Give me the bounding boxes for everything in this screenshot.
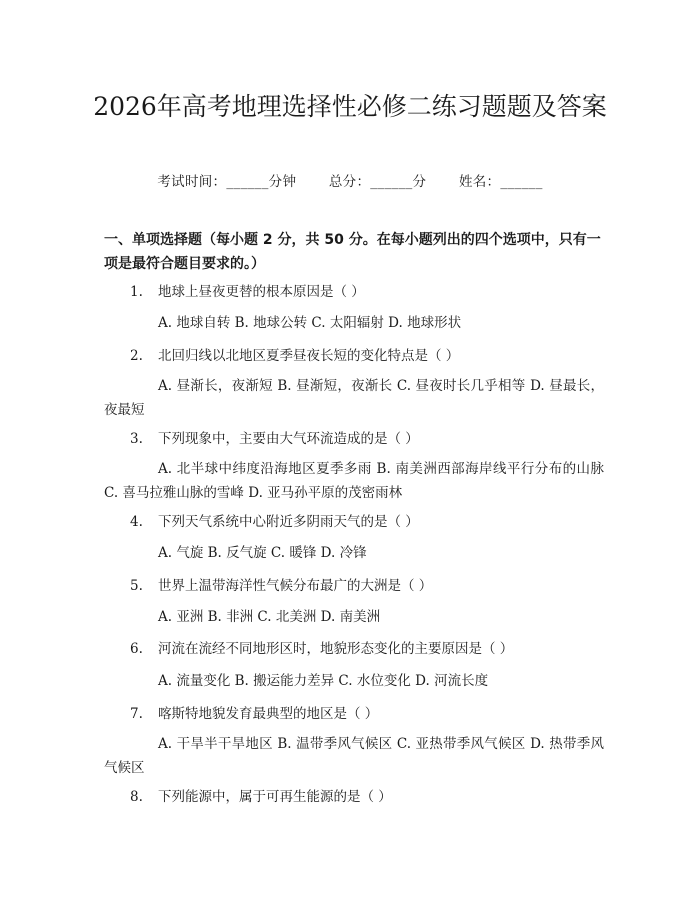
question-number: 4. xyxy=(130,514,143,530)
question-4 xyxy=(130,511,419,533)
question-3 xyxy=(130,428,419,450)
section-heading: 一、单项选择题（每小题 2 分，共 50 分。在每小题列出的四个选项中，只有一项是最符合题目要求的。） xyxy=(104,232,601,272)
question-number: 1. xyxy=(130,284,143,300)
question-1 xyxy=(130,281,365,303)
question-text: 河流在流经不同地形区时，地貌形态变化的主要原因是（ ） xyxy=(158,641,514,657)
question-6-options: A. 流量变化 B. 搬运能力差异 C. 水位变化 D. 河流长度 xyxy=(158,673,489,689)
question-number: 3. xyxy=(130,431,143,447)
question-7-options: A. 干旱半干旱地区 B. 温带季风气候区 C. 亚热带季风气候区 D. 热带季风气候区 xyxy=(104,736,604,776)
question-number: 8. xyxy=(130,789,143,805)
question-2-options: A. 昼渐长，夜渐短 B. 昼渐短，夜渐长 C. 昼夜时长几乎相等 D. 昼最长，夜最短 xyxy=(104,378,604,418)
page-title: 2026年高考地理选择性必修二练习题题及答案 xyxy=(93,92,607,121)
question-4-options: A. 气旋 B. 反气旋 C. 暖锋 D. 冷锋 xyxy=(158,545,367,561)
exam-info-line xyxy=(0,170,700,190)
question-number: 7. xyxy=(130,706,143,722)
question-number: 6. xyxy=(130,641,143,657)
question-5-options: A. 亚洲 B. 非洲 C. 北美洲 D. 南美洲 xyxy=(158,609,381,625)
question-2 xyxy=(130,345,459,367)
question-number: 2. xyxy=(130,348,143,364)
question-text: 世界上温带海洋性气候分布最广的大洲是（ ） xyxy=(158,578,433,594)
question-6 xyxy=(130,638,513,660)
total-score: 总分：______分 xyxy=(328,174,427,190)
exam-time: 考试时间：______分钟 xyxy=(157,174,297,190)
question-text: 喀斯特地貌发育最典型的地区是（ ） xyxy=(158,706,379,722)
student-name: 姓名：______ xyxy=(458,174,543,190)
question-8 xyxy=(130,786,392,808)
question-7 xyxy=(130,703,378,725)
question-text: 下列天气系统中心附近多阴雨天气的是（ ） xyxy=(158,514,419,530)
question-1-options: A. 地球自转 B. 地球公转 C. 太阳辐射 D. 地球形状 xyxy=(158,315,462,331)
question-text: 下列现象中，主要由大气环流造成的是（ ） xyxy=(158,431,419,447)
question-text: 下列能源中，属于可再生能源的是（ ） xyxy=(158,789,392,805)
question-text: 北回归线以北地区夏季昼夜长短的变化特点是（ ） xyxy=(158,348,460,364)
question-3-options: A. 北半球中纬度沿海地区夏季多雨 B. 南美洲西部海岸线平行分布的山脉 C. 喜马拉雅山脉的雪峰 D. 亚马孙平原的茂密雨林 xyxy=(104,461,604,501)
question-5 xyxy=(130,575,432,597)
question-text: 地球上昼夜更替的根本原因是（ ） xyxy=(158,284,365,300)
question-number: 5. xyxy=(130,578,143,594)
